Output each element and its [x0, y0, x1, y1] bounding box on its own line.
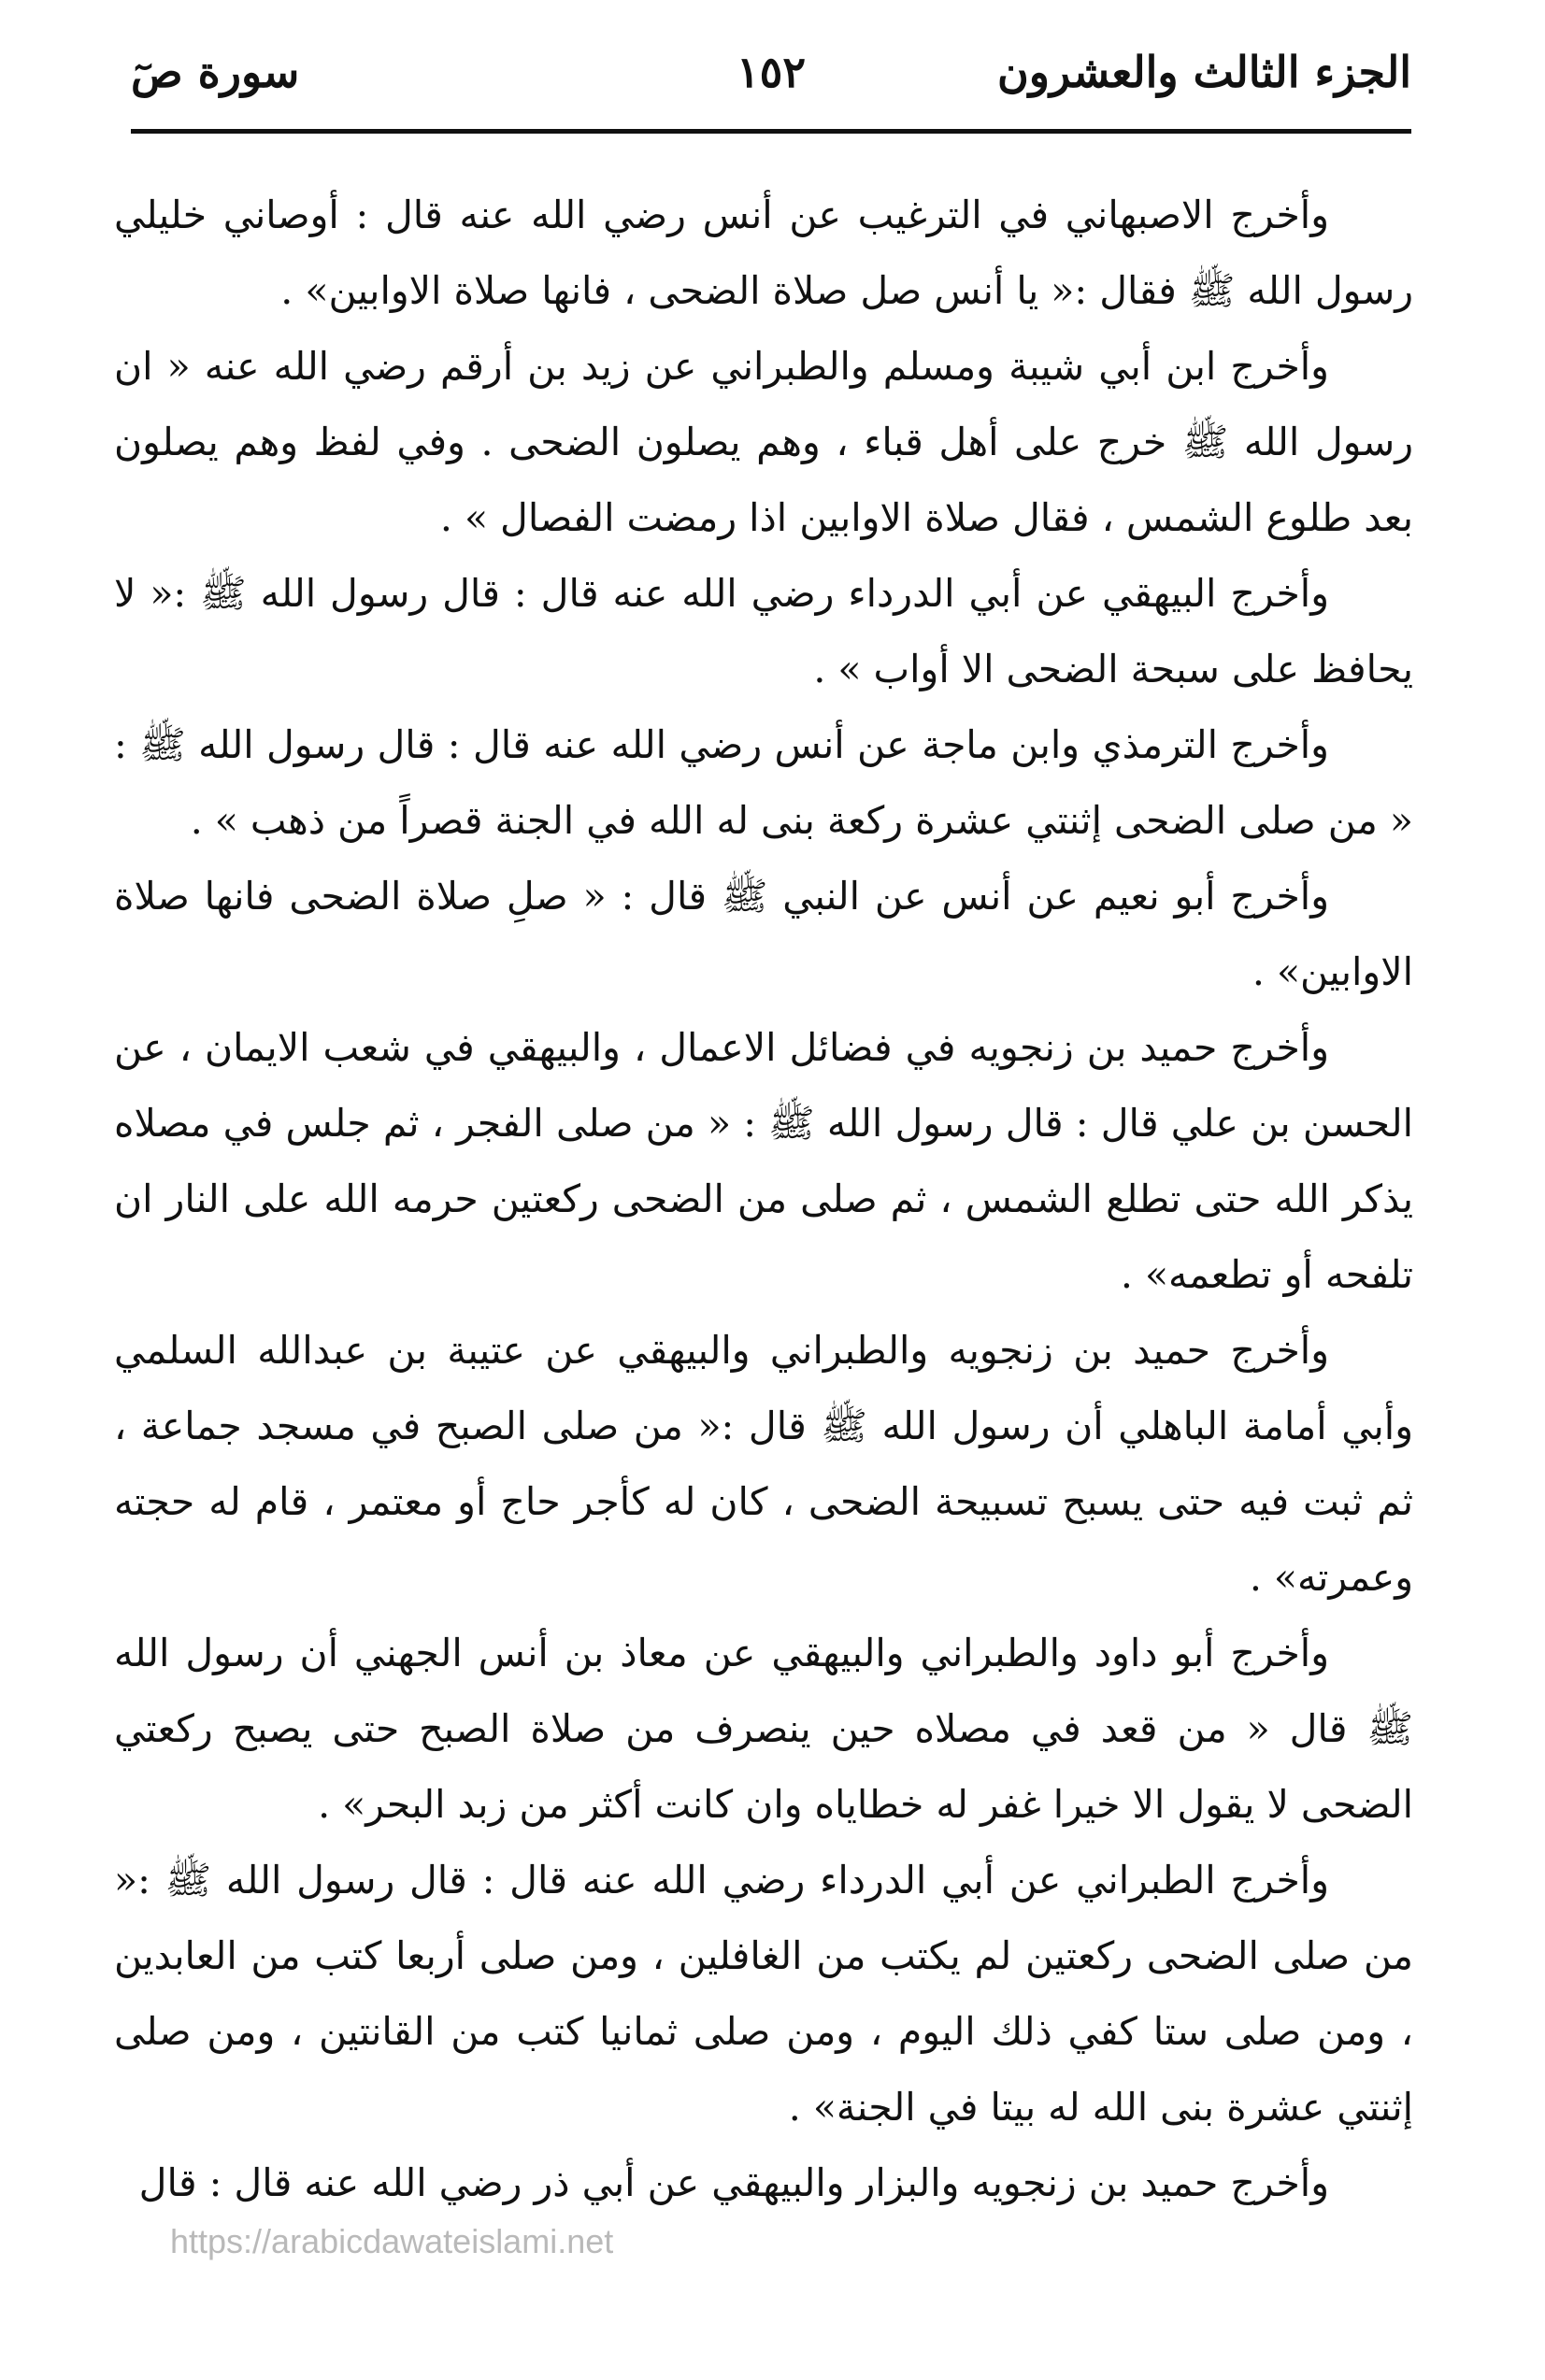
paragraph: وأخرج حميد بن زنجويه والطبراني والبيهقي عن عتيبة بن عبدالله السلمي وأبي أمامة الباهلي أن رسول الله ﷺ قال :« من صلى الصبح في مسجد جماعة ، ثم ثبت فيه حتى يسبح تسبيحة الضحى ، كان له كأجر حاج أو معتمر ، قام له حجته وعمرته» .	[114, 1328, 1413, 1600]
paragraph: وأخرج حميد بن زنجويه في فضائل الاعمال ، والبيهقي في شعب الايمان ، عن الحسن بن علي قال : قال رسول الله ﷺ : « من صلى الفجر ، ثم جلس في مصلاه يذكر الله حتى تطلع الشمس ، ثم صلى من الضحى ركعتين حرمه الله على النار ان تلفحه أو تطعمه» .	[114, 1025, 1413, 1297]
paragraph: وأخرج أبو داود والطبراني والبيهقي عن معاذ بن أنس الجهني أن رسول الله ﷺ قال « من قعد في مصلاه حين ينصرف من صلاة الصبح حتى يصبح ركعتي الضحى لا يقول الا خيرا غفر له خطاياه وان كانت أكثر من زبد البحر» .	[114, 1631, 1413, 1827]
paragraph: وأخرج الطبراني عن أبي الدرداء رضي الله عنه قال : قال رسول الله ﷺ :« من صلى الضحى ركعتين لم يكتب من الغافلين ، ومن صلى أربعا كتب من العابدين ، ومن صلى ستا كفي ذلك اليوم ، ومن صلى ثمانيا كتب من القانتين ، ومن صلى إثنتي عشرة بنى الله له بيتا في الجنة» .	[114, 1858, 1413, 2130]
surah-title: سورة صٓ	[131, 47, 300, 97]
watermark-url: https://arabicdawateislami.net	[170, 2222, 614, 2260]
page-body	[114, 178, 1413, 2221]
paragraph: وأخرج الاصبهاني في الترغيب عن أنس رضي الله عنه قال : أوصاني خليلي رسول الله ﷺ فقال :« يا أنس صل صلاة الضحى ، فانها صلاة الاوابين» .	[114, 192, 1413, 313]
part-title: الجزء الثالث والعشرون	[996, 47, 1411, 97]
paragraph: وأخرج أبو نعيم عن أنس عن النبي ﷺ قال : « صلِ صلاة الضحى فانها صلاة الاوابين» .	[114, 874, 1413, 994]
page-header	[131, 37, 1411, 121]
paragraph: وأخرج البيهقي عن أبي الدرداء رضي الله عنه قال : قال رسول الله ﷺ :« لا يحافظ على سبحة الضحى الا أواب » .	[114, 571, 1413, 691]
page-number: ١٥٢	[736, 47, 807, 97]
paragraph: وأخرج ابن أبي شيبة ومسلم والطبراني عن زيد بن أرقم رضي الله عنه « ان رسول الله ﷺ خرج على أهل قباء ، وهم يصلون الضحى . وفي لفظ وهم يصلون بعد طلوع الشمس ، فقال صلاة الاوابين اذا رمضت الفصال » .	[114, 344, 1413, 540]
header-rule	[131, 129, 1411, 134]
paragraph: وأخرج حميد بن زنجويه والبزار والبيهقي عن أبي ذر رضي الله عنه قال : قال	[138, 2160, 1329, 2205]
paragraph: وأخرج الترمذي وابن ماجة عن أنس رضي الله عنه قال : قال رسول الله ﷺ : « من صلى الضحى إثنتي عشرة ركعة بنى له الله في الجنة قصراً من ذهب » .	[114, 722, 1413, 843]
